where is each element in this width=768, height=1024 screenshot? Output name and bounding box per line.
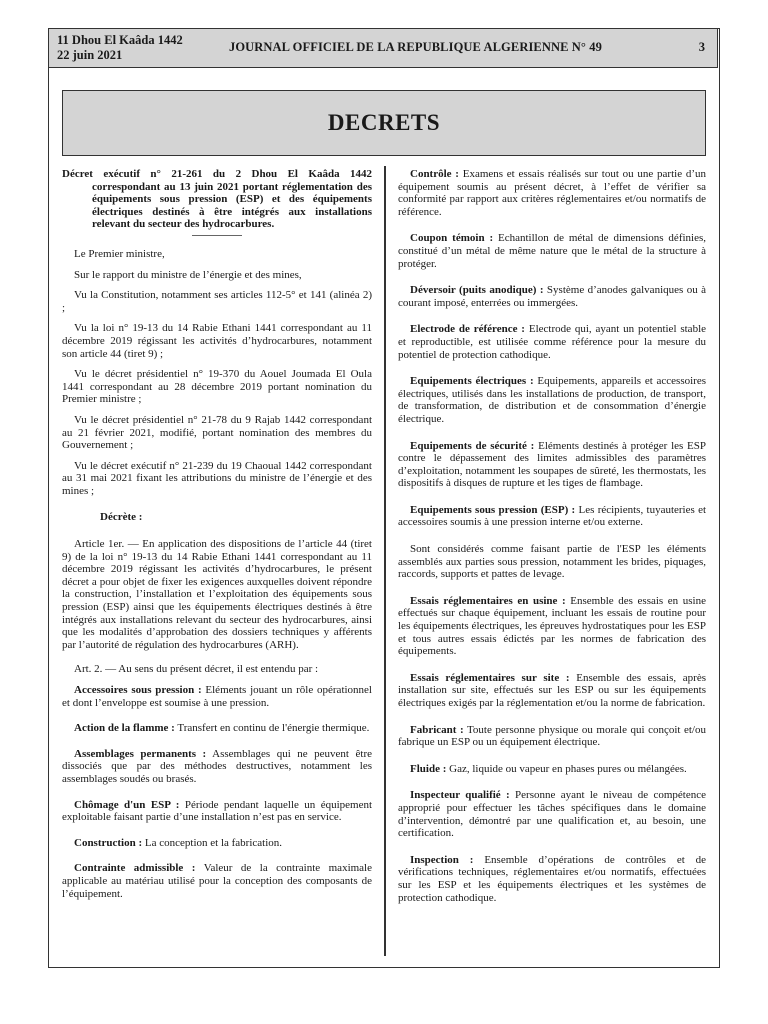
definition-text: Ensemble des essais, après installation sur site, effectués sur les ESP ou sur les équipements électriques exigés par la réglementation et/ou la norme de fabrication.	[398, 671, 707, 709]
definition-term: Construction :	[74, 836, 143, 849]
definition-text: Assemblages qui ne peuvent être dissociés que par des méthodes destructives, notamment les assemblages soudés ou brasés.	[62, 747, 372, 785]
preamble-line: Sur le rapport du ministre de l’énergie et des mines,	[74, 268, 302, 281]
definition-item	[398, 724, 706, 749]
definition-term: Inspection :	[410, 853, 474, 866]
header-date	[57, 33, 183, 63]
preamble-line: Vu le décret exécutif n° 21-239 du 19 Chaoual 1442 correspondant au 31 mai 2021 fixant les attributions du ministre de l’énergie et des mines ;	[62, 459, 372, 497]
definition-item	[398, 323, 706, 361]
decrete-heading: Décrète :	[100, 511, 143, 524]
definition-term: Inspecteur qualifié :	[410, 789, 510, 802]
definition-item	[398, 375, 706, 425]
definition-term: Equipements électriques :	[410, 375, 534, 388]
definition-term: Accessoires sous pression :	[74, 684, 202, 696]
title-separator	[192, 235, 242, 236]
definition-item	[62, 748, 372, 786]
definition-text: Transfert en continu de l'énergie thermique.	[177, 722, 370, 735]
preamble-line: Vu la Constitution, notamment ses articles 112-5° et 141 (alinéa 2) ;	[62, 289, 372, 314]
preamble-line: Vu la loi n° 19-13 du 14 Rabie Ethani 1441 correspondant au 11 décembre 2019 régissant les activités d’hydrocarbures, notamment son article 44 (tiret 9) ;	[62, 322, 372, 360]
definition-text: La conception et la fabrication.	[144, 836, 283, 849]
definition-item	[62, 722, 372, 735]
definition-item	[398, 232, 706, 270]
definition-term: Chômage d'un ESP :	[74, 798, 180, 811]
journal-title: JOURNAL OFFICIEL DE LA REPUBLIQUE ALGERIENNE N° 49	[229, 40, 602, 54]
definition-item	[62, 799, 372, 824]
definition-text: Echantillon de métal de dimensions définies, constitué d’un métal de même nature que le métal de la structure à protéger.	[398, 232, 707, 270]
definition-text: Eléments jouant un rôle opérationnel et dont l’enveloppe est soumise à une pression.	[62, 684, 372, 709]
definition-item	[398, 504, 706, 529]
definition-term: Déversoir (puits anodique) :	[410, 284, 544, 297]
definition-text: Electrode qui, ayant un potentiel stable et reproductible, est utilisée comme référence pour la mesure du potentiel de protection cathodique.	[398, 323, 707, 361]
article-1: Article 1er. — En application des dispositions de l’article 44 (tiret 9) de la loi n° 19-13 du 14 Rabie Ethani 1441 correspondant au 11 décembre 2019 régissant les activités d’hydrocarbures, le présent décret a pour objet de fixer les exigences auxquelles doivent répondre la construction, l’installation et l’exploitation des équipements sous pression (ESP) ainsi que les équipements électriques destinés à être intégrés aux installations relevant du secteur des hydrocarbures, ainsi que les modalités d’approbation des dossiers techniques y afférents par l’autorité de régulation des hydrocarbures (ARH).	[62, 538, 372, 651]
left-column	[62, 168, 372, 913]
definition-text: Equipements, appareils et accessoires électriques, utilisés dans les installations de production, de transport, de transformation, de distribution et de consommation d’énergie électrique.	[398, 375, 706, 425]
definition-term: Equipements sous pression (ESP) :	[410, 503, 576, 516]
esp-note: Sont considérés comme faisant partie de l'ESP les éléments assemblés aux parties sous pression, notamment les brides, piquages, raccords, supports et pattes de levage.	[398, 543, 706, 581]
definition-term: Fluide :	[410, 762, 447, 775]
definition-term: Essais réglementaires en usine :	[410, 594, 566, 607]
definition-item	[62, 862, 372, 900]
section-banner	[62, 90, 706, 156]
definition-term: Equipements de sécurité :	[410, 439, 535, 452]
header-date-gregorian: 22 juin 2021	[57, 48, 123, 62]
definition-item	[398, 763, 706, 776]
page-number: 3	[698, 40, 705, 54]
decree-title: Décret exécutif n° 21-261 du 2 Dhou El Kaâda 1442 correspondant au 13 juin 2021 portant réglementation des équipements sous pression (ESP) et des équipements électriques destinés à être intégrés aux installations relevant du secteur des hydrocarbures.	[62, 168, 372, 231]
definition-text: Valeur de la contrainte maximale applicable au matériau utilisé pour la conception des composants de l’équipement.	[62, 862, 372, 900]
definition-item	[398, 672, 706, 710]
right-column	[398, 168, 706, 918]
definition-text: Eléments destinés à protéger les ESP contre le dépassement des limites admissibles des paramètres d’exploitation, notamment les soupapes de sûreté, les thermostats, les dispositifs à disques de rupture et les tiges de flambage.	[398, 439, 707, 490]
section-title: DECRETS	[327, 110, 441, 135]
definition-item	[398, 595, 706, 658]
definition-term: Contrainte admissible :	[74, 862, 196, 875]
header-date-hijri: 11 Dhou El Kaâda 1442	[57, 33, 183, 47]
preamble-line: Vu le décret présidentiel n° 21-78 du 9 Rajab 1442 correspondant au 21 février 2021, modifié, portant nomination des membres du Gouvernement ;	[62, 413, 372, 452]
definition-item	[398, 789, 706, 839]
column-divider	[384, 166, 386, 956]
definition-text: Système d’anodes galvaniques ou à courant imposé, enterrées ou immergées.	[398, 284, 706, 309]
definition-text: Période pendant laquelle un équipement exploitable faisant partie d’une installation n’est pas en service.	[62, 798, 373, 824]
page-header	[48, 28, 718, 68]
definition-item	[398, 440, 706, 490]
definition-term: Fabricant :	[410, 723, 464, 736]
definition-item	[62, 837, 372, 850]
preamble-line: Le Premier ministre,	[74, 247, 165, 260]
definition-text: Ensemble des essais en usine effectués sur chaque équipement, incluant les essais de routine pour les équipements électriques, les épreuves hydrostatiques pour les ESP et tous autres essais édictés par les normes de fabrication des équipements.	[398, 594, 706, 658]
definition-term: Coupon témoin :	[410, 232, 494, 245]
definition-item	[62, 684, 372, 709]
definition-item	[398, 168, 706, 218]
definition-text: Toute personne physique ou morale qui conçoit et/ou fabrique un ESP ou un équipement électrique.	[398, 723, 706, 749]
definition-term: Contrôle :	[410, 168, 459, 180]
definition-text: Les récipients, tuyauteries et accessoires soumis à une pression interne et/ou externe.	[398, 503, 707, 529]
preamble-line: Vu le décret présidentiel n° 19-370 du Aouel Joumada El Oula 1441 correspondant au 28 décembre 2019 portant nomination du Premier ministre ;	[62, 368, 372, 406]
definition-item	[398, 284, 706, 309]
definition-term: Essais réglementaires sur site :	[410, 671, 570, 684]
definition-term: Electrode de référence :	[410, 323, 525, 336]
definition-text: Examens et essais réalisés sur tout ou une partie d’un équipement soumis au présent décret, à l’effet de vérifier sa conformité par rapport aux critères réglementaires et/ou normatifs de référence.	[398, 168, 706, 218]
definition-term: Assemblages permanents :	[74, 747, 207, 760]
definition-item	[398, 854, 706, 904]
article-2: Art. 2. — Au sens du présent décret, il est entendu par :	[74, 663, 319, 676]
definition-term: Action de la flamme :	[74, 722, 175, 735]
definition-text: Gaz, liquide ou vapeur en phases pures ou mélangées.	[449, 762, 687, 775]
definition-text: Personne ayant le niveau de compétence approprié pour effectuer les tâches spécifiques dans le domaine d’intervention, démontré par une qualification et, au besoin, une certification.	[398, 789, 707, 840]
definition-text: Ensemble d’opérations de contrôles et de vérifications techniques, réglementaires et/ou normatifs, effectuées sur les ESP et les équipements électriques et les systèmes de protection cathodique.	[398, 853, 707, 904]
